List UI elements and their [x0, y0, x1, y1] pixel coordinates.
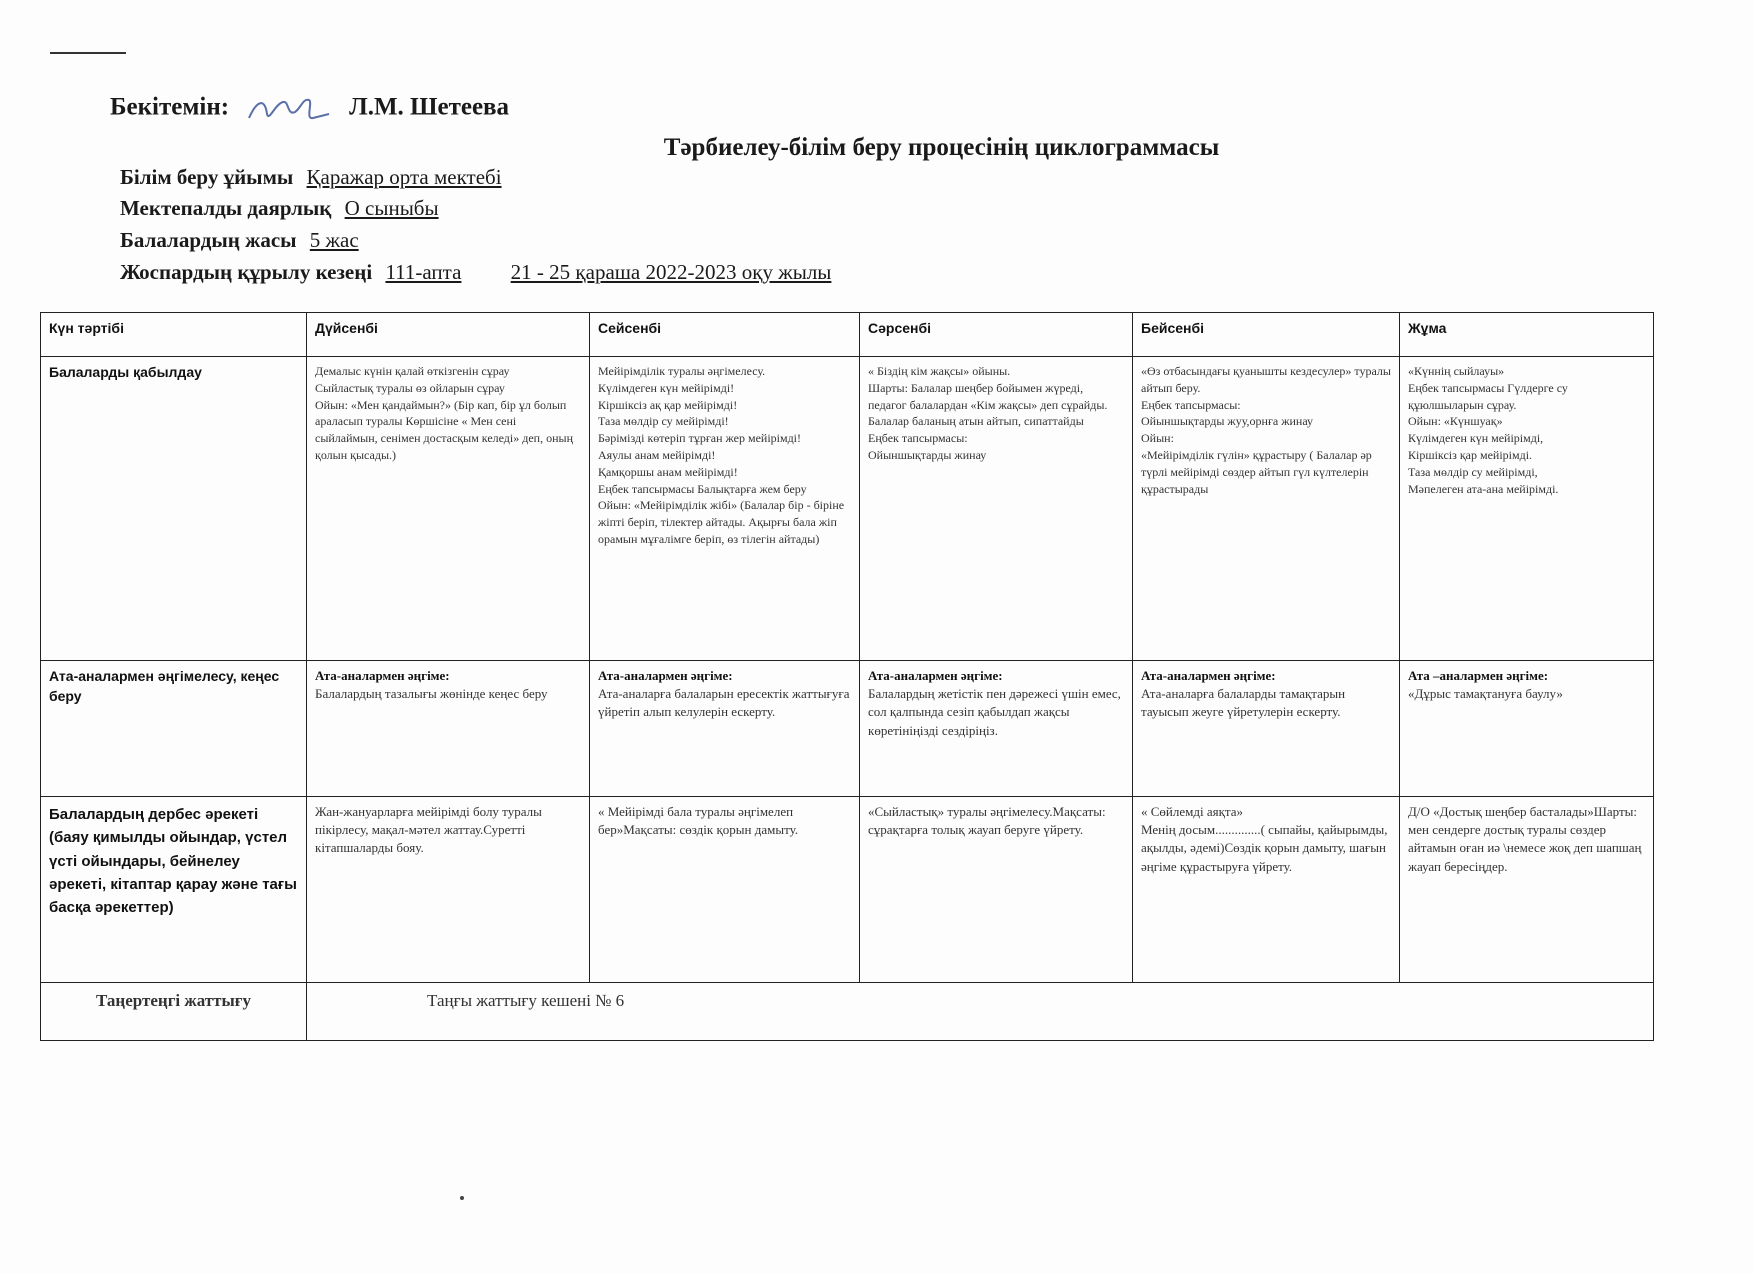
signature-icon — [243, 92, 335, 126]
table-cell: «Күннің сыйлауы» Еңбек тапсырмасы Гүлдерге су құюлшыларын сұрау. Ойын: «Күншуақ» Күлімдеген күн мейірімді, Кіршіксіз қар мейірімді. Таза мөлдір су мейірімді, Мәпелеген ата-ана мейірімді. — [1400, 357, 1654, 661]
cyclogram-table — [40, 312, 1654, 1041]
period-line — [120, 260, 831, 285]
table-cell: Мейірімділік туралы әңгімелесу. Күлімдеген күн мейірімді! Кіршіксіз ақ қар мейірімді! Таза мөлдір су мейірімді! Бәрімізді көтеріп тұрған жер мейірімді! Аяулы анам мейірімді! Қамқоршы анам мейірімді! Еңбек тапсырмасы Балықтарға жем беру Ойын: «Мейірімділік жібі» (Балалар бір - біріне жіпті беріп, тілектер айтады. Ақырғы бала жіп орамын мұғалімге беріп, өз тілегін айтады) — [590, 357, 860, 661]
cell-lead: Ата-аналармен әңгіме: — [598, 668, 733, 683]
table-cell — [590, 661, 860, 797]
table-cell — [860, 661, 1133, 797]
row-label: Ата-аналармен әңгімелесу, кеңес беру — [41, 661, 307, 797]
cell-text: Балалардың тазалығы жөнінде кеңес беру — [315, 686, 548, 702]
table-cell — [307, 661, 590, 797]
age-value: 5 жас — [309, 228, 359, 252]
group-label: Мектепалды даярлық — [120, 196, 332, 220]
header-cell: Күн тәртібі — [41, 313, 307, 357]
row-label: Таңертеңгі жаттығу — [41, 983, 307, 1041]
table-cell: « Сөйлемді аяқта» Менің досым..............( сыпайы, қайырымды, ақылды, әдемі)Сөздік қорын дамыту, шағын әңгіме құрастыруға үйрету. — [1133, 797, 1400, 983]
cell-text: Балалардың жетістік пен дәрежесі үшін емес, сол қалпында сезіп қабылдап жақсы көретініңізді сездіріңіз. — [868, 686, 1121, 738]
approval-line — [110, 92, 509, 126]
group-value: О сыныбы — [344, 196, 439, 220]
cell-text: «Дұрыс тамақтануға баулу» — [1408, 686, 1563, 702]
week-value: 111-апта — [385, 260, 462, 284]
approver-name: Л.М. Шетеева — [349, 93, 510, 121]
cell-lead: Ата-аналармен әңгіме: — [1141, 668, 1276, 683]
table-cell: « Біздің кім жақсы» ойыны. Шарты: Балалар шеңбер бойымен жүреді, педагог балалардан «Кім жақсы» деп сұрайды. Балалар баланың атын айтып, сипаттайды Еңбек тапсырмасы: Ойыншықтарды жинау — [860, 357, 1133, 661]
row-label: Балалардың дербес әрекеті (баяу қимылды ойындар, үстел үсті ойындары, бейнелеу әрекеті, кітаптар қарау және тағы басқа әрекеттер) — [41, 797, 307, 983]
table-cell: Жан-жануарларға мейірімді болу туралы пікірлесу, мақал-мәтел жаттау.Суретті кітапшаларды бояу. — [307, 797, 590, 983]
age-line — [120, 228, 359, 253]
cell-lead: Ата-аналармен әңгіме: — [315, 668, 450, 683]
header-cell: Сейсенбі — [590, 313, 860, 357]
top-rule — [50, 52, 126, 54]
table-cell — [1400, 661, 1654, 797]
table-row — [41, 983, 1654, 1041]
header-cell: Жұма — [1400, 313, 1654, 357]
table-cell: Таңғы жаттығу кешені № 6 — [307, 983, 1654, 1041]
cell-lead: Ата –аналармен әңгіме: — [1408, 668, 1549, 683]
table-header-row — [41, 313, 1654, 357]
period-label: Жоспардың құрылу кезеңі — [120, 260, 373, 284]
table-cell: «Өз отбасындағы қуанышты кездесулер» туралы айтып беру. Еңбек тапсырмасы: Ойыншықтарды жуу,орнға жинау Ойын: «Мейірімділік гүлін» құрастыру ( Балалар әр түрлі мейірімді сөздер айтып гүл күлтелерін құрастырады — [1133, 357, 1400, 661]
org-line — [120, 165, 502, 190]
cell-text: Ата-аналарға балаларын ересектік жаттығуға үйретіп алып келулерін ескерту. — [598, 686, 850, 720]
dates-value: 21 - 25 қараша 2022-2023 оқу жылы — [510, 260, 832, 284]
table-row — [41, 797, 1654, 983]
page-title: Тәрбиелеу-білім беру процесінің циклограммасы — [663, 134, 1220, 161]
table-cell: «Сыйластық» туралы әңгімелесу.Мақсаты: сұрақтарға толық жауап беруге үйрету. — [860, 797, 1133, 983]
group-line — [120, 196, 439, 221]
scan-speck — [460, 1196, 464, 1200]
cell-text: Ата-аналарға балаларды тамақтарын тауысып жеуге үйретулерін ескерту. — [1141, 686, 1346, 720]
table-cell: « Мейірімді бала туралы әңгімелеп бер»Мақсаты: сөздік қорын дамыту. — [590, 797, 860, 983]
table-row — [41, 357, 1654, 661]
table-cell — [1133, 661, 1400, 797]
cell-lead: Ата-аналармен әңгіме: — [868, 668, 1003, 683]
header-cell: Сәрсенбі — [860, 313, 1133, 357]
table-cell: Демалыс күнін қалай өткізгенін сұрау Сыйластық туралы өз ойларын сұрау Ойын: «Мен қандаймын?» (Бір кап, бір ұл болып араласып туралы Көршісіне « Мен сені сыйлаймын, сенімен достасқым келеді» деп, оның қолын қысады.) — [307, 357, 590, 661]
org-label: Білім беру ұйымы — [120, 165, 294, 189]
header-cell: Бейсенбі — [1133, 313, 1400, 357]
table-cell: Д/О «Достық шеңбер басталады»Шарты: мен сендерге достық туралы сөздер айтамын оған иә \немесе жоқ деп шапшаң жауап бересіңдер. — [1400, 797, 1654, 983]
age-label: Балалардың жасы — [120, 228, 297, 252]
header-cell: Дүйсенбі — [307, 313, 590, 357]
org-value: Қаражар орта мектебі — [306, 165, 502, 189]
row-label: Балаларды қабылдау — [41, 357, 307, 661]
approve-label: Бекітемін: — [110, 93, 230, 121]
table-row — [41, 661, 1654, 797]
